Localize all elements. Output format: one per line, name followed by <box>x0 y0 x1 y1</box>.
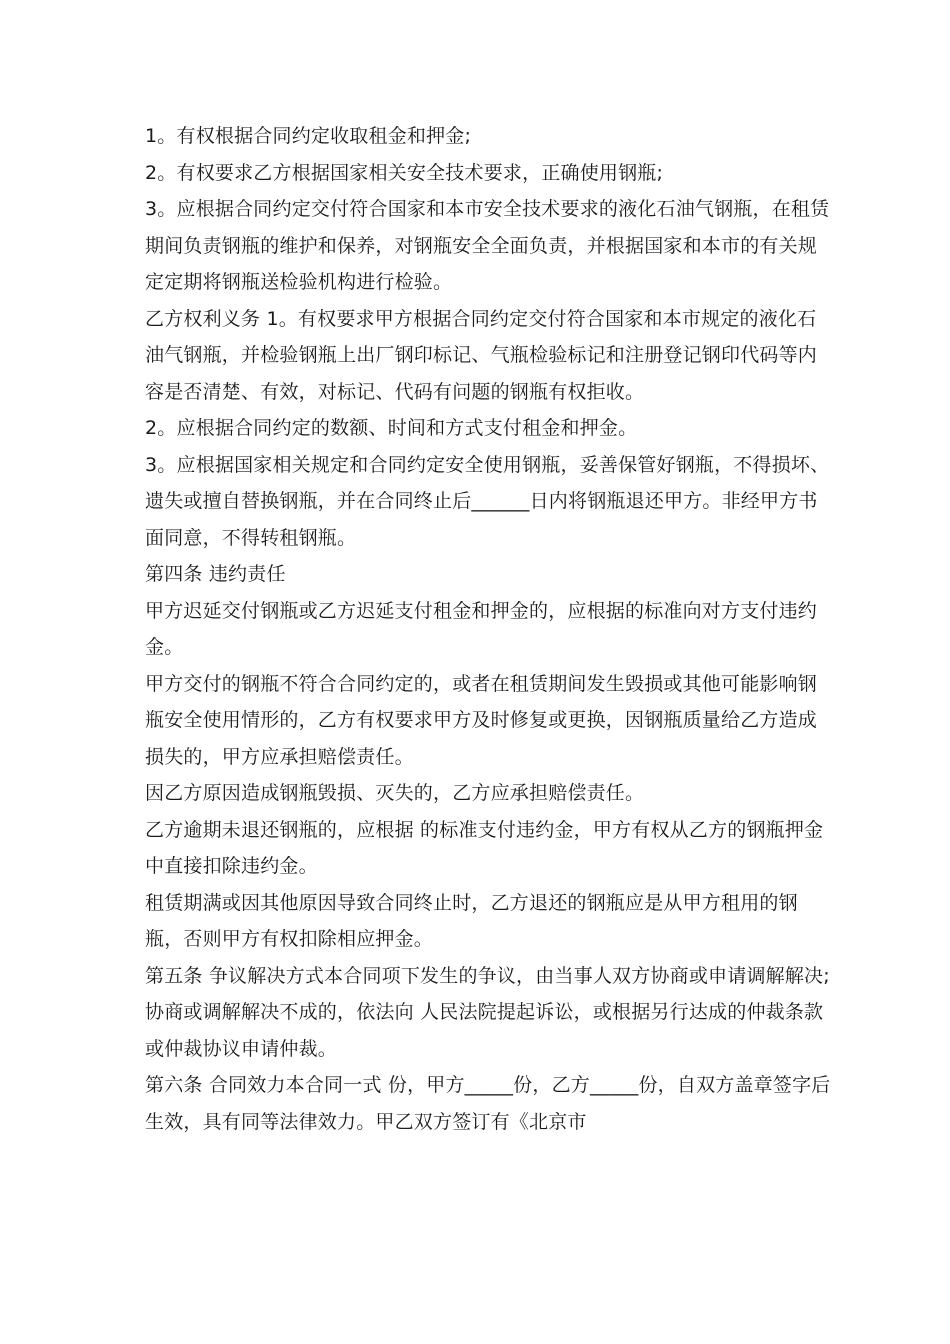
paragraph-lessee-duty-3: 3。应根据国家相关规定和合同约定安全使用钢瓶，妥善保管好钢瓶，不得损坏、遗失或擅自替换钢瓶，并在合同终止后______日内将钢瓶退还甲方。非经甲方书面同意，不得转租钢瓶。 <box>145 453 830 549</box>
paragraph-breach-3: 因乙方原因造成钢瓶毁损、灭失的，乙方应承担赔偿责任。 <box>145 782 645 804</box>
paragraph-lessor-right-2: 2。有权要求乙方根据国家相关安全技术要求，正确使用钢瓶; <box>145 161 664 184</box>
paragraph-breach-1: 甲方迟延交付钢瓶或乙方迟延支付租金和押金的，应根据的标准向对方支付违约金。 <box>145 599 818 658</box>
paragraph-breach-2: 甲方交付的钢瓶不符合合同约定的，或者在租赁期间发生毁损或其他可能影响钢瓶安全使用情形的，乙方有权要求甲方及时修复或更换，因钢瓶质量给乙方造成损失的，甲方应承担赔偿责任。 <box>145 672 818 768</box>
paragraph-lessor-duty-3: 3。应根据合同约定交付符合国家和本市安全技术要求的液化石油气钢瓶，在租赁期间负责钢瓶的维护和保养，对钢瓶安全全面负责，并根据国家和本市的有关规定定期将钢瓶送检验机构进行检验。 <box>145 198 830 293</box>
paragraph-lessee-rights-1: 乙方权利义务 1。有权要求甲方根据合同约定交付符合国家和本市规定的液化石油气钢瓶，并检验钢瓶上出厂钢印标记、气瓶检验标记和注册登记钢印代码等内容是否清楚、有效，对标记、代码有问题的钢瓶有权拒收。 <box>145 307 818 403</box>
paragraph-lessor-right-1: 1。有权根据合同约定收取租金和押金; <box>145 125 472 147</box>
paragraph-breach-5: 租赁期满或因其他原因导致合同终止时，乙方退还的钢瓶应是从甲方租用的钢瓶，否则甲方有权扣除相应押金。 <box>145 891 798 950</box>
paragraph-article-5-dispute: 第五条 争议解决方式本合同项下发生的争议，由当事人双方协商或申请调解解决;协商或调解解决不成的，依法向 人民法院提起诉讼，或根据另行达成的仲裁条款或仲裁协议申请仲裁。 <box>145 964 830 1060</box>
document-body <box>145 118 835 1140</box>
paragraph-breach-4: 乙方逾期未退还钢瓶的，应根据 的标准支付违约金，甲方有权从乙方的钢瓶押金中直接扣除违约金。 <box>145 818 824 877</box>
paragraph-article-6-validity: 第六条 合同效力本合同一式 份，甲方_____份，乙方_____份，自双方盖章签字后生效，具有同等法律效力。甲乙双方签订有《北京市 <box>145 1074 831 1133</box>
paragraph-lessee-duty-2: 2。应根据合同约定的数额、时间和方式支付租金和押金。 <box>145 417 638 439</box>
section-heading-article-4: 第四条 违约责任 <box>145 563 286 585</box>
